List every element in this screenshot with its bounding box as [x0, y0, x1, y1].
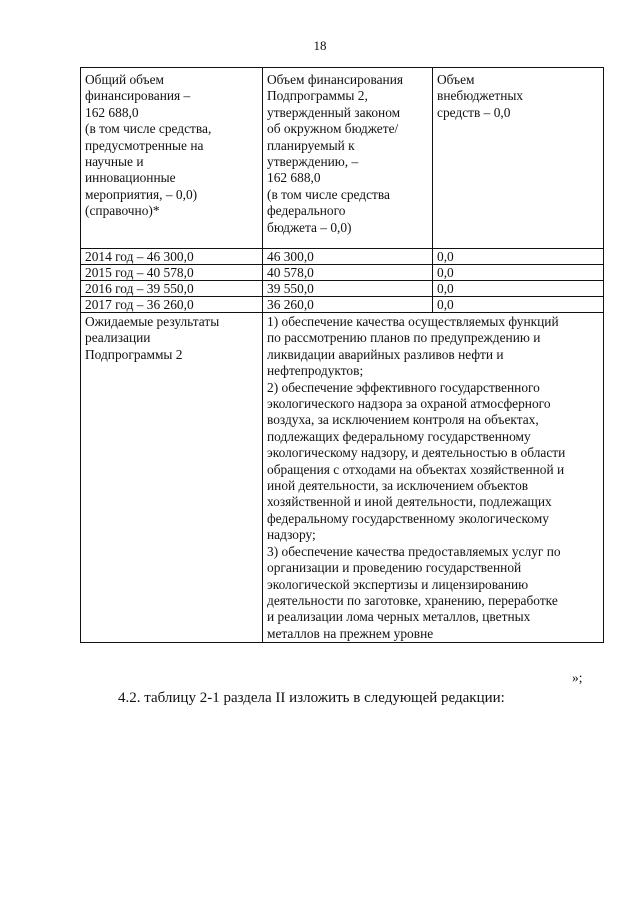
results-text-cell: 1) обеспечение качества осуществляемых функций по рассмотрению планов по предупреждению и ликвидации аварийных разливов нефти и нефтепродуктов; 2) обеспечение эффективного государственного экологического надзора за охраной атмосферного воздуха, за исключением контроля на объектах, подлежащих федеральному государственному экологическому надзору, и деятельностью в области обращения с отходами на объектах хозяйственной и иной деятельности, за исключением объектов хозяйственной и иной деятельности, подлежащих федеральному государственному экологическому надзору; 3) обеспечение качества предоставляемых услуг по организации и проведению государственной экологической экспертизы и лицензированию деятельности по заготовке, хранению, переработке и реализации лома черных металлов, цветных металлов на прежнем уровне	[263, 313, 604, 643]
budget-value-cell: 46 300,0	[263, 249, 433, 265]
table-header-row	[81, 68, 604, 249]
year-cell: 2015 год – 40 578,0	[81, 265, 263, 281]
subprogram-financing-cell: Объем финансирования Подпрограммы 2, утвержденный законом об окружном бюджете/ планируемый к утверждению, – 162 688,0 (в том числе средства федерального бюджета – 0,0)	[263, 68, 433, 249]
total-financing-cell: Общий объем финансирования – 162 688,0 (в том числе средства, предусмотренные на научные и инновационные мероприятия, – 0,0) (справочно)*	[81, 68, 263, 249]
year-cell: 2017 год – 36 260,0	[81, 297, 263, 313]
financing-table	[80, 67, 604, 643]
page-number: 18	[313, 38, 327, 53]
table-row	[81, 265, 604, 281]
table-row	[81, 249, 604, 265]
budget-value-cell: 36 260,0	[263, 297, 433, 313]
extra-value-cell: 0,0	[433, 265, 604, 281]
extrabudgetary-cell: Объем внебюджетных средств – 0,0	[433, 68, 604, 249]
year-cell: 2016 год – 39 550,0	[81, 281, 263, 297]
budget-value-cell: 40 578,0	[263, 265, 433, 281]
year-cell: 2014 год – 46 300,0	[81, 249, 263, 265]
budget-value-cell: 39 550,0	[263, 281, 433, 297]
extra-value-cell: 0,0	[433, 297, 604, 313]
extra-value-cell: 0,0	[433, 281, 604, 297]
closing-quote: »;	[572, 670, 583, 685]
table-row	[81, 281, 604, 297]
table-row	[81, 297, 604, 313]
extra-value-cell: 0,0	[433, 249, 604, 265]
results-label-cell: Ожидаемые результаты реализации Подпрограммы 2	[81, 313, 263, 643]
results-row	[81, 313, 604, 643]
amendment-paragraph: 4.2. таблицу 2-1 раздела II изложить в следующей редакции:	[118, 690, 505, 706]
